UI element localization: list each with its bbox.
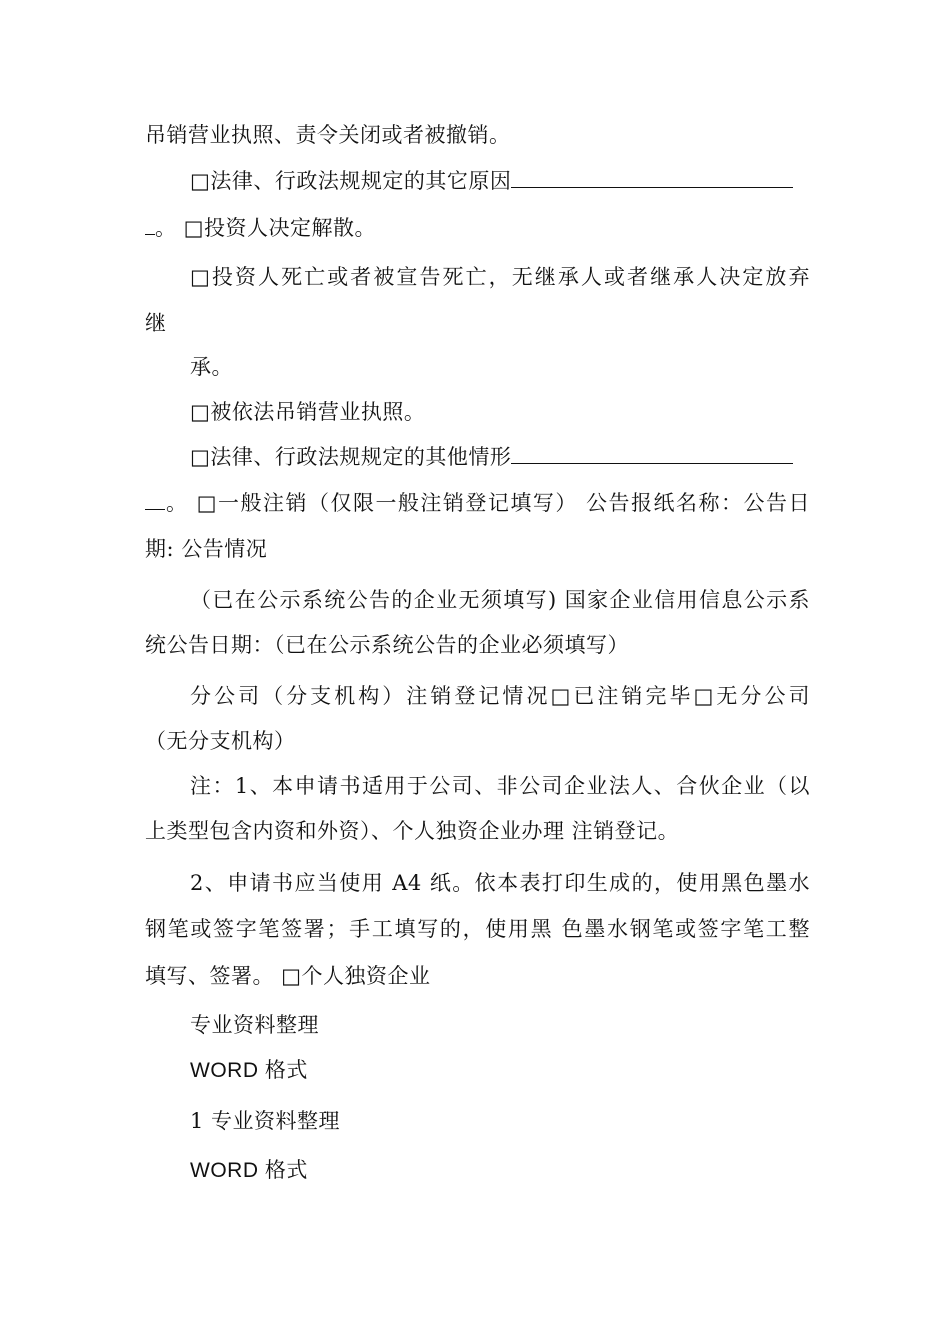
text-line-with-blank: 。 □一般注销（仅限一般注销登记填写） 公告报纸名称：公告日: [145, 490, 810, 516]
text-line: 填写、签署。 □个人独资企业: [145, 964, 431, 988]
text-line: 期: 公告情况: [145, 537, 268, 561]
text-line: 上类型包含内资和外资）、个人独资企业办理 注销登记。: [145, 819, 680, 843]
text-line: 继: [145, 311, 167, 335]
text-line: 2、申请书应当使用 A4 纸。依本表打印生成的，使用黑色墨水: [190, 871, 810, 895]
text-line: 注：1、本申请书适用于公司、非公司企业法人、合伙企业（以: [190, 774, 810, 798]
footer-format-label: WORD 格式: [190, 1159, 308, 1182]
text-line: （无分支机构）: [145, 729, 296, 753]
fill-in-blank: [145, 216, 155, 235]
text-line-with-blank: 。 □投资人决定解散。: [145, 215, 810, 241]
text-line: 钢笔或签字笔签署；手工填写的，使用黑 色墨水钢笔或签字笔工整: [145, 917, 810, 941]
text-line: 分公司（分支机构）注销登记情况□已注销完毕□无分公司: [190, 684, 810, 708]
footer-label: 1 专业资料整理: [190, 1109, 341, 1133]
text-line: 统公告日期：（已在公示系统公告的企业必须填写）: [145, 633, 629, 657]
text-line: 承。: [190, 355, 233, 379]
text-line: 吊销营业执照、责令关闭或者被撤销。: [145, 123, 511, 147]
text-line: （已在公示系统公告的企业无须填写) 国家企业信用信息公示系: [190, 588, 810, 612]
fill-in-blank: [511, 445, 793, 464]
text-line: □投资人死亡或者被宣告死亡，无继承人或者继承人决定放弃: [190, 265, 810, 289]
text-line-with-blank: □法律、行政法规规定的其它原因: [190, 168, 810, 194]
text-line: □被依法吊销营业执照。: [190, 400, 426, 424]
footer-label: 专业资料整理: [190, 1013, 319, 1037]
fill-in-blank: [145, 491, 165, 510]
text-line-with-blank: □法律、行政法规规定的其他情形: [190, 444, 810, 470]
footer-format-label: WORD 格式: [190, 1059, 308, 1082]
fill-in-blank: [511, 169, 793, 188]
